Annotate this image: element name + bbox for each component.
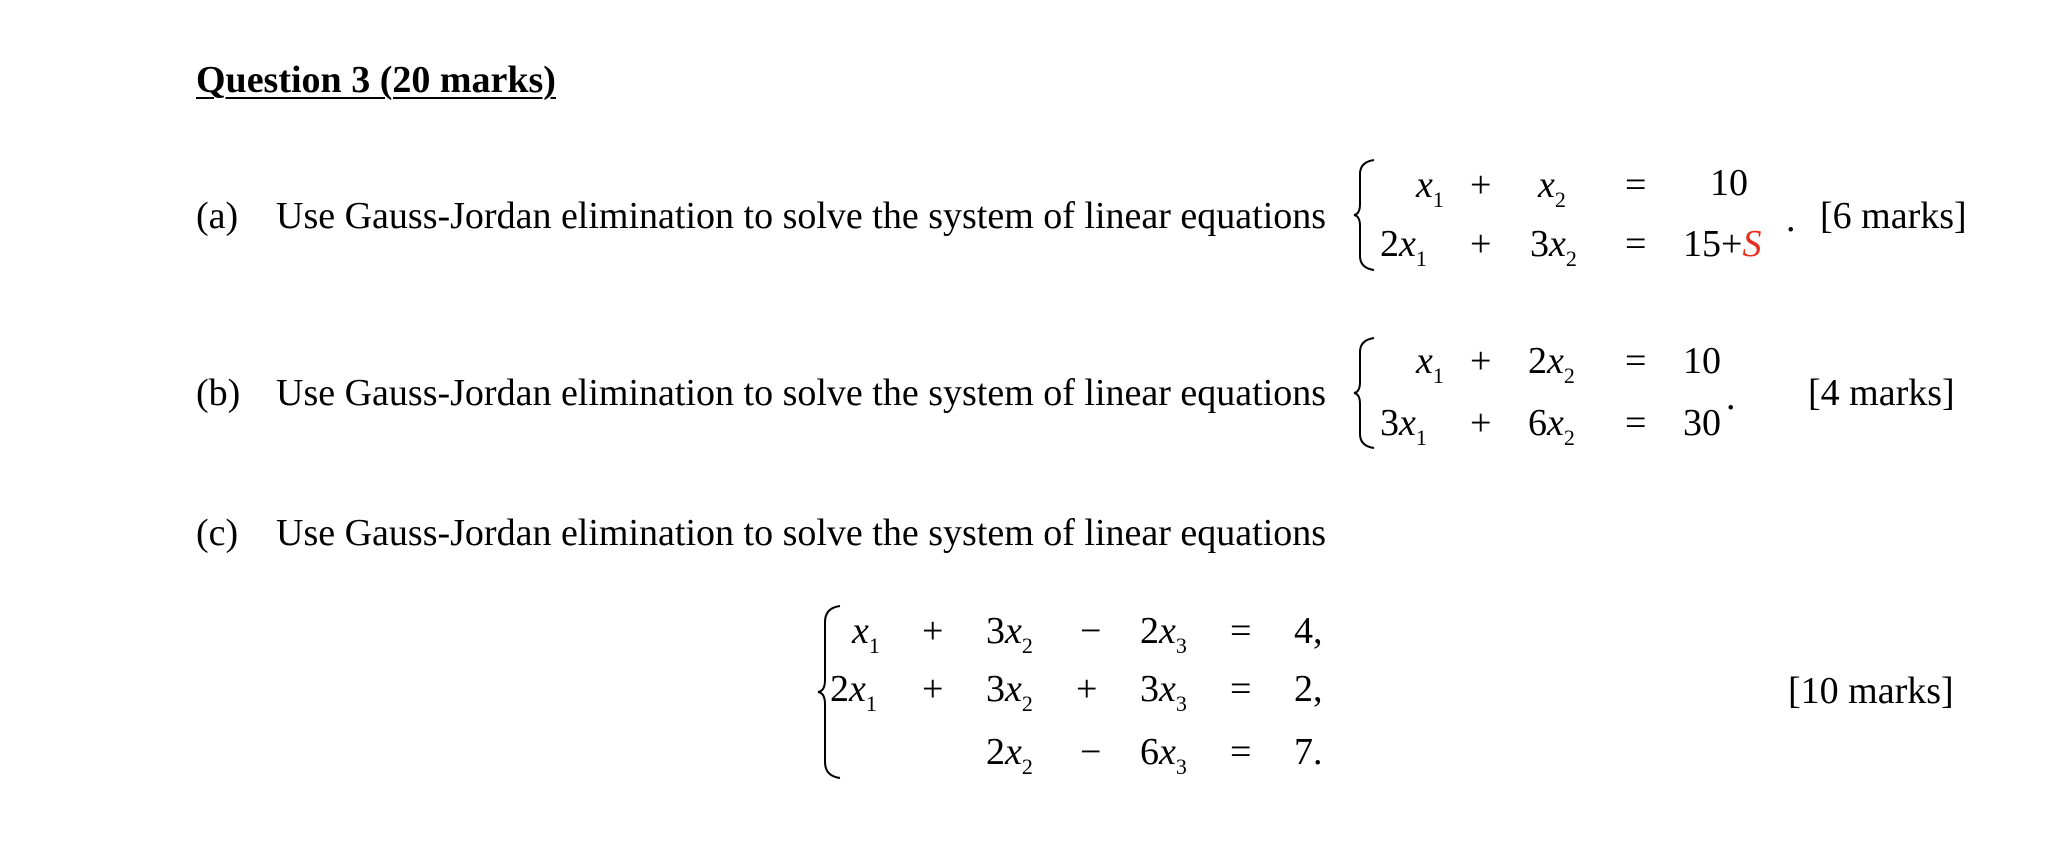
part-c-eq2-term3: $3x_3$ — [1140, 668, 1187, 716]
part-c-label: (c) — [196, 512, 239, 554]
part-a-eq1-rhs: 10 — [1710, 162, 1748, 204]
part-b-text: Use Gauss-Jordan elimination to solve the system of linear equations — [276, 372, 1327, 414]
part-c-eq3-equals: = — [1230, 731, 1252, 773]
part-a-eq2-term1: $2x_1$ — [1380, 223, 1427, 271]
part-b-eq1-term2: $2x_2$ — [1528, 340, 1575, 388]
part-a-eq2-term2: $3x_2$ — [1530, 223, 1577, 271]
part-a-eq1-term1: $x_1$ — [1416, 164, 1444, 212]
part-c-marks: [10 marks] — [1788, 670, 1954, 712]
part-b-eq2-equals: = — [1625, 402, 1647, 444]
part-a-eq2-equals: = — [1625, 223, 1647, 265]
part-b-eq2-term2: $6x_2$ — [1528, 402, 1575, 450]
part-b-label: (b) — [196, 372, 241, 414]
part-a-brace — [1352, 158, 1376, 272]
part-b-eq2-op: + — [1470, 402, 1492, 444]
part-c-eq2-term2: $3x_2$ — [986, 668, 1033, 716]
part-c-eq1-op1: + — [922, 610, 944, 652]
part-a-eq2-op: + — [1470, 223, 1492, 265]
part-b-eq1-op: + — [1470, 340, 1492, 382]
part-c-eq2-rhs: 2, — [1294, 668, 1323, 710]
part-c-eq2-op2: + — [1076, 668, 1098, 710]
parameter-s: S — [1742, 223, 1762, 265]
part-c-eq3-term2: $2x_2$ — [986, 731, 1033, 779]
part-c-eq3-term3: $6x_3$ — [1140, 731, 1187, 779]
part-c-eq3-rhs: 7. — [1294, 731, 1323, 773]
part-c-eq2-op1: + — [922, 668, 944, 710]
part-c-eq1-term1: $x_1$ — [852, 610, 880, 658]
part-b-eq1-term1: $x_1$ — [1416, 340, 1444, 388]
part-b-eq2-rhs: 30 — [1683, 402, 1721, 444]
part-c-eq1-rhs: 4, — [1294, 610, 1323, 652]
part-c-eq1-term2: $3x_2$ — [986, 610, 1033, 658]
part-c-eq3-op2: − — [1080, 731, 1102, 773]
part-b-marks: [4 marks] — [1808, 372, 1955, 414]
part-b-eq2-term1: $3x_1$ — [1380, 402, 1427, 450]
part-a-marks: [6 marks] — [1820, 195, 1967, 237]
part-b-brace — [1352, 336, 1376, 450]
part-a-eq2-rhs: 15+S — [1683, 223, 1762, 265]
part-b-eq1-rhs: 10 — [1683, 340, 1721, 382]
part-a-text: Use Gauss-Jordan elimination to solve the system of linear equations — [276, 195, 1327, 237]
part-a-eq1-term2: $x_2$ — [1538, 164, 1566, 212]
part-c-eq2-equals: = — [1230, 668, 1252, 710]
part-c-eq1-op2: − — [1080, 610, 1102, 652]
part-a-eq1-op: + — [1470, 164, 1492, 206]
question-title: Question 3 (20 marks) — [196, 59, 556, 101]
part-b-period: . — [1726, 376, 1736, 418]
part-a-label: (a) — [196, 195, 239, 237]
part-c-eq1-term3: $2x_3$ — [1140, 610, 1187, 658]
part-c-eq2-term1: $2x_1$ — [830, 668, 877, 716]
part-a-eq1-equals: = — [1625, 164, 1647, 206]
part-b-eq1-equals: = — [1625, 340, 1647, 382]
part-c-eq1-equals: = — [1230, 610, 1252, 652]
part-c-text: Use Gauss-Jordan elimination to solve the system of linear equations — [276, 512, 1327, 554]
part-a-period: . — [1786, 198, 1796, 240]
